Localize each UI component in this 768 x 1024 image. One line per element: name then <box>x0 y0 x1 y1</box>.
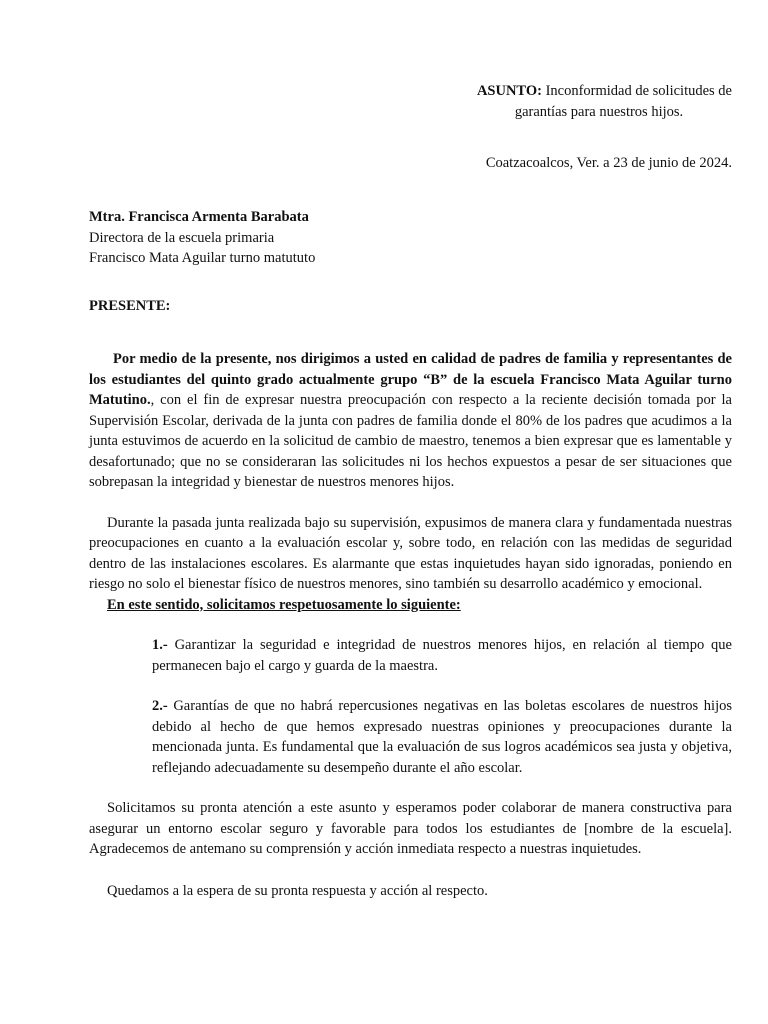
request-text: Garantías de que no habrá repercusiones negativas en las boletas escolares de nuestros hijos debido al hecho de que hemos expresado nuestras opiniones y preocupaciones durante la mencionada junta. Es fundamental que la evaluación de sus logros académicos sea justa y objetiva, reflejando adecuadamente su desempeño durante el año escolar. <box>152 698 732 776</box>
subject-label: ASUNTO: <box>476 83 542 99</box>
paragraph-3: Solicitamos su pronta atención a este asunto y esperamos poder colaborar de manera constructiva para asegurar un entorno escolar seguro y favorable para todos los estudiantes de [nombre de la escuela]. Agradecemos de antemano su comprensión y acción inmediata respecto a nuestras inquietudes. <box>89 800 732 857</box>
addressee-block <box>89 207 315 269</box>
request-item-2 <box>152 696 732 778</box>
subject-text-line2: garantías para nuestros hijos. <box>514 103 684 120</box>
requests-title: En este sentido, solicitamos respetuosamente lo siguiente: <box>107 596 461 613</box>
salutation: PRESENTE: <box>89 298 171 314</box>
request-item-1 <box>152 635 732 676</box>
request-number: 2.- <box>152 698 168 714</box>
subject-block <box>440 81 732 122</box>
letter-body <box>89 349 732 901</box>
paragraph-1-bold: Por medio de la presente, nos dirigimos a usted en calidad de padres de familia y representantes de los estudiantes del quinto grado actualmente grupo “B” de la escuela Francisco Mata Aguilar turno Matutino. <box>89 351 732 408</box>
paragraph-2: Durante la pasada junta realizada bajo su supervisión, expusimos de manera clara y fundamentada nuestras preocupaciones en cuanto a la evaluación escolar y, sobre todo, en relación con las medidas de seguridad dentro de las instalaciones escolares. Es alarmante que estas inquietudes hayan sido ignoradas, poniendo en riesgo no solo el bienestar físico de nuestros menores, sino también su desarrollo académico y emocional. <box>89 514 732 592</box>
request-text: Garantizar la seguridad e integridad de nuestros menores hijos, en relación al tiempo que permanecen bajo el cargo y guarda de la maestra. <box>152 637 732 674</box>
paragraph-1 <box>89 349 732 493</box>
closing-paragraph: Quedamos a la espera de su pronta respuesta y acción al respecto. <box>107 882 488 899</box>
addressee-school: Francisco Mata Aguilar turno matututo <box>89 250 316 266</box>
paragraph-1-rest: , con el fin de expresar nuestra preocupación con respecto a la reciente decisión tomada por la Supervisión Escolar, derivada de la junta con padres de familia donde el 80% de los padres que acudimos a la junta estuvimos de acuerdo en la solicitud de cambio de maestro, tenemos a bien expresar que es lamentable y desafortunado; que no se consideraran las solicitudes ni los hechos expuestos a pesar de ser situaciones que sobrepasan la integridad y bienestar de nuestros menores hijos. <box>89 392 732 490</box>
subject-text-line1: Inconformidad de solicitudes de <box>545 83 732 99</box>
addressee-name: Mtra. Francisca Armenta Barabata <box>89 209 309 225</box>
addressee-title: Directora de la escuela primaria <box>89 229 275 246</box>
request-number: 1.- <box>152 637 168 653</box>
date-line: Coatzacoalcos, Ver. a 23 de junio de 2024. <box>485 155 732 171</box>
